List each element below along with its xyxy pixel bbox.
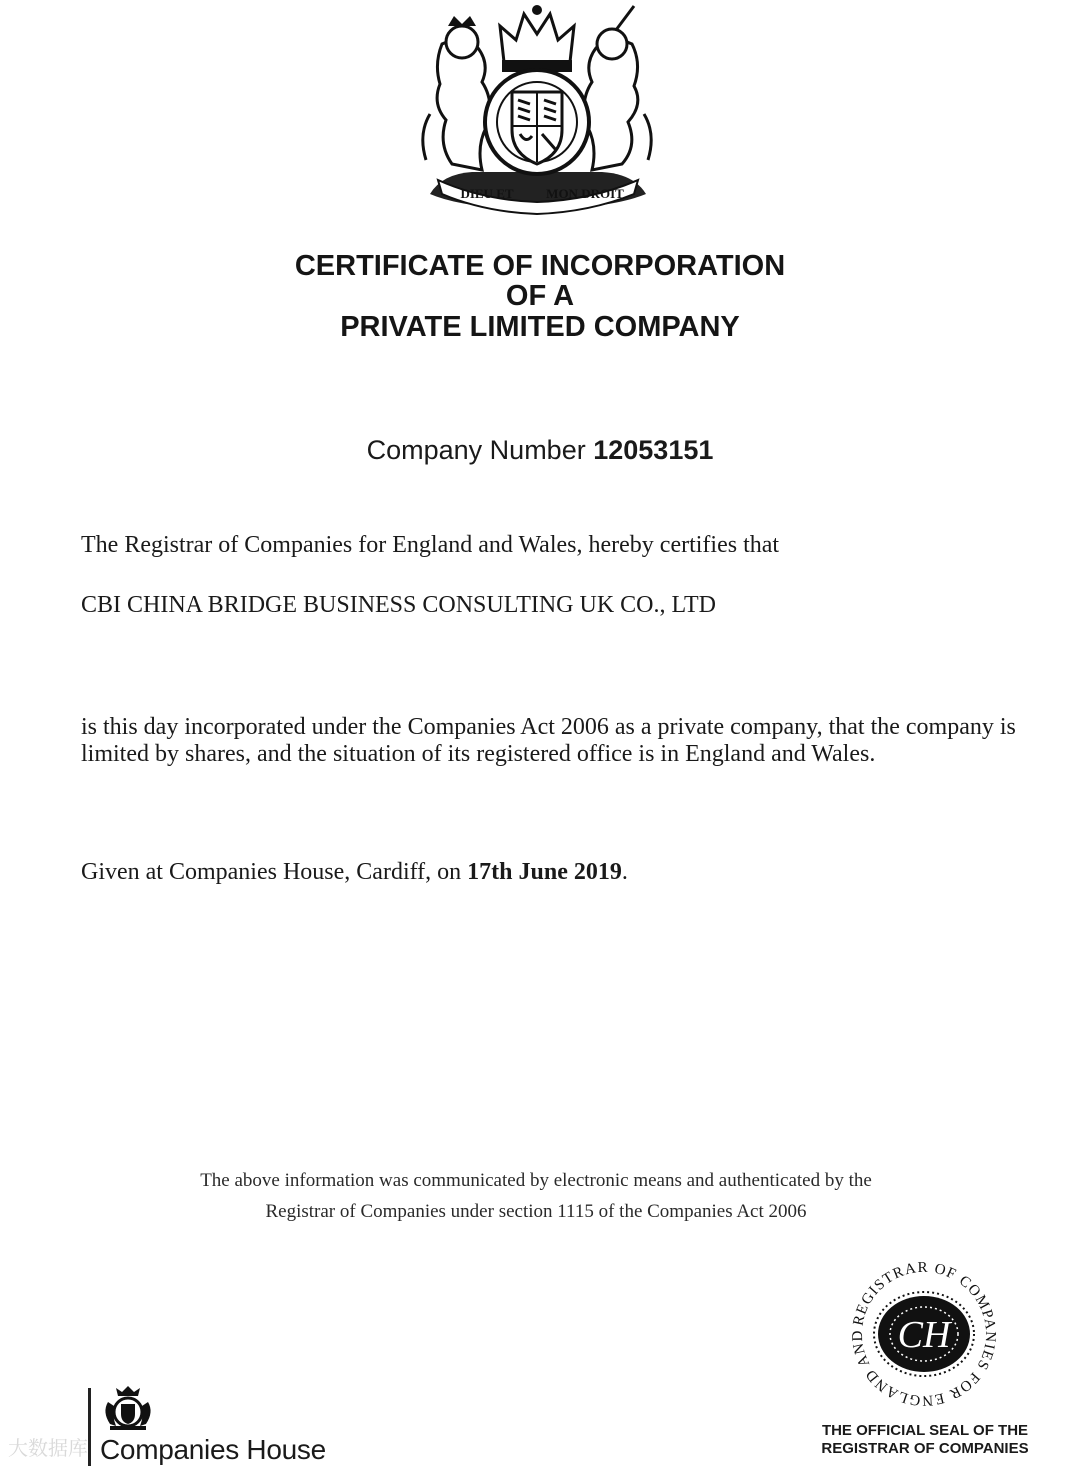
companies-house-crest <box>100 1386 156 1432</box>
given-prefix: Given at Companies House, Cardiff, on <box>81 859 462 885</box>
logo-divider <box>88 1388 91 1466</box>
seal-caption-line-1: THE OFFICIAL SEAL OF THE <box>821 1422 1029 1439</box>
given-suffix: . <box>621 859 628 885</box>
authentication-note-line-2: Registrar of Companies under section 1115 of the Companies Act 2006 <box>265 1201 807 1222</box>
watermark: 大数据库 <box>8 1436 88 1460</box>
companies-house-logo-text: Companies House <box>100 1434 326 1465</box>
motto-right: MON DROIT <box>546 186 624 201</box>
company-name: CBI CHINA BRIDGE BUSINESS CONSULTING UK CO., LTD <box>81 592 716 618</box>
royal-coat-of-arms <box>412 4 662 216</box>
given-statement <box>81 857 628 887</box>
certificate-title-line-3: PRIVATE LIMITED COMPANY <box>340 311 740 343</box>
seal-monogram: CH <box>897 1314 951 1356</box>
royal-coat-of-arms-icon <box>412 4 662 216</box>
certifies-statement: The Registrar of Companies for England and Wales, hereby certifies that <box>81 532 780 558</box>
motto-left: DIEU ET <box>460 186 514 201</box>
official-seal <box>838 1248 1010 1420</box>
given-date: 17th June 2019 <box>467 859 622 885</box>
seal-caption-line-2: REGISTRAR OF COMPANIES <box>821 1440 1029 1457</box>
incorporation-statement: is this day incorporated under the Companies Act 2006 as a private company, that the company is limited by shares, and the situation of its registered office is in England and Wales. <box>81 714 1016 767</box>
company-number <box>0 433 1080 467</box>
authentication-note-line-1: The above information was communicated by electronic means and authenticated by the <box>200 1170 872 1191</box>
certificate-title-line-2: OF A <box>505 280 575 312</box>
companies-house-crest-icon <box>100 1386 156 1432</box>
seal-ring-text: REGISTRAR OF COMPANIES FOR ENGLAND AND <box>849 1259 999 1409</box>
registrar-seal-icon <box>838 1248 1010 1420</box>
certificate-title-line-1: CERTIFICATE OF INCORPORATION <box>294 250 786 282</box>
company-number-value: 12053151 <box>593 435 714 465</box>
company-number-label: Company Number <box>366 435 586 465</box>
